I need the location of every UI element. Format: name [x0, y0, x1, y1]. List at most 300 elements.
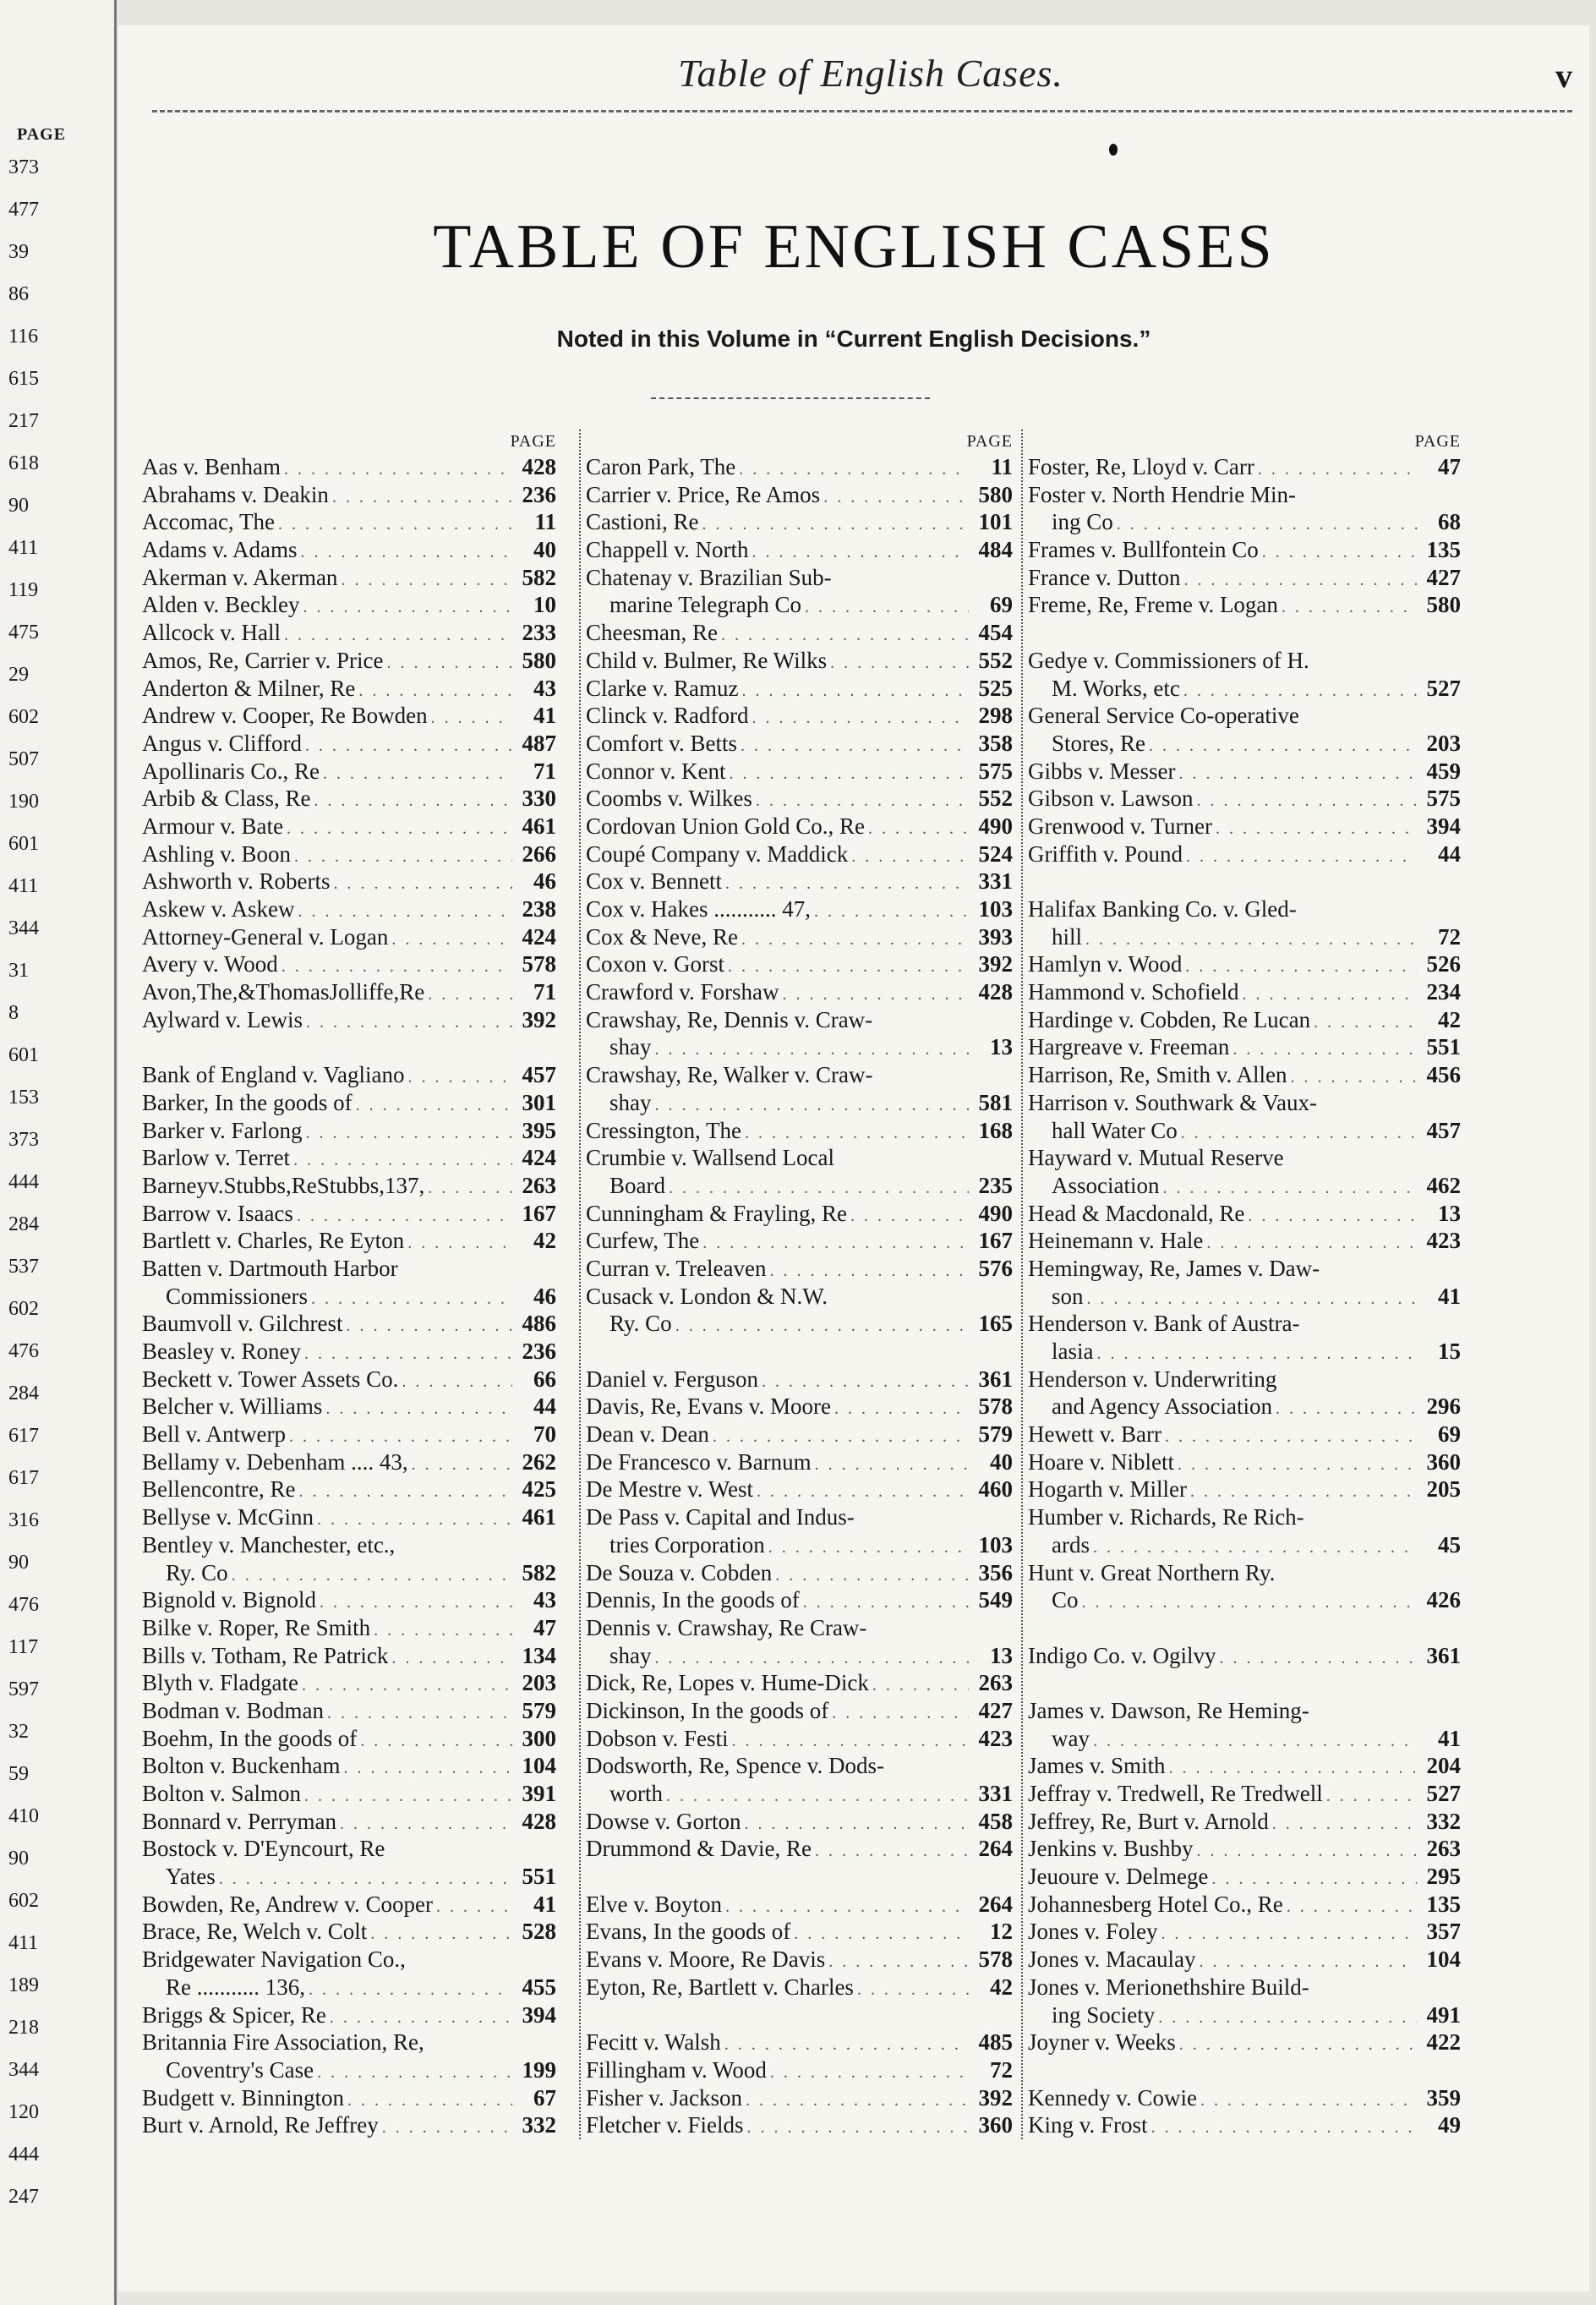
leader-dots: [232, 1562, 512, 1590]
page-reference: 295: [1426, 1864, 1461, 1890]
page-reference: 359: [1426, 2084, 1461, 2111]
page-reference: 135: [1426, 537, 1461, 563]
page-reference: 47: [533, 1614, 556, 1640]
index-entry: [586, 1421, 1013, 1448]
page-reference: 204: [1426, 1753, 1461, 1779]
leader-dots: [305, 732, 512, 760]
case-name: Crumbie v. Wallsend Local: [586, 1145, 835, 1171]
case-name: tries Corporation: [609, 1531, 765, 1558]
leader-dots: [1272, 1810, 1417, 1838]
page-reference: 424: [522, 923, 556, 950]
index-entry: [1028, 1172, 1461, 1200]
leader-dots: [832, 1700, 969, 1727]
page-reference: 391: [522, 1781, 556, 1806]
leader-dots: [815, 1451, 969, 1479]
case-name: Britannia Fire Association, Re,: [142, 2029, 424, 2056]
index-entry: [1028, 647, 1461, 675]
leader-dots: [1181, 1120, 1417, 1147]
index-entry: [1028, 1752, 1461, 1780]
page-reference: 43: [533, 675, 556, 701]
page-reference: 104: [1426, 1946, 1461, 1973]
case-name: Foster v. North Hendrie Min-: [1028, 481, 1296, 507]
leader-dots: [1169, 1755, 1417, 1782]
case-name: Coxon v. Gorst: [586, 951, 725, 977]
index-entry: [586, 1614, 1013, 1642]
index-entry: [142, 2001, 556, 2029]
case-name: Cordovan Union Gold Co., Re: [586, 813, 865, 839]
case-name: Daniel v. Ferguson: [586, 1366, 758, 1392]
page-subtitle: Noted in this Volume in “Current English Decisions.”: [556, 326, 1151, 352]
index-entry: [586, 647, 1013, 675]
margin-page-number: 444: [8, 1171, 39, 1193]
index-entry: [586, 1393, 1013, 1421]
leader-dots: [850, 1202, 969, 1230]
index-entry: [586, 1586, 1013, 1614]
leader-dots: [302, 1672, 512, 1700]
index-entry: [586, 1006, 1013, 1034]
margin-page-number: 507: [8, 748, 39, 770]
leader-dots: [744, 1810, 969, 1838]
page-reference: 69: [990, 592, 1013, 618]
case-name: Bodman v. Bodman: [142, 1697, 324, 1723]
page-reference: 101: [978, 509, 1013, 535]
page-reference: 203: [1426, 730, 1461, 756]
leader-dots: [1183, 677, 1417, 705]
index-entry: [1028, 923, 1461, 951]
case-name: Bellencontre, Re: [142, 1476, 296, 1503]
index-entry: [1028, 1780, 1461, 1808]
page-reference: 199: [522, 2056, 556, 2083]
case-name: Hammond v. Schofield: [1028, 979, 1239, 1005]
page-reference: 12: [990, 1919, 1013, 1945]
case-name: Jeuoure v. Delmege: [1028, 1864, 1209, 1890]
case-name: Comfort v. Betts: [586, 730, 737, 756]
margin-page-number: 31: [8, 960, 29, 982]
index-entry: [142, 508, 556, 536]
case-name: Jenkins v. Bushby: [1028, 1836, 1194, 1862]
leader-dots: [1211, 1865, 1417, 1893]
case-name: Association: [1052, 1172, 1160, 1198]
case-name: Foster, Re, Lloyd v. Carr: [1028, 454, 1254, 479]
case-name: King v. Frost: [1028, 2112, 1148, 2138]
page-reference: 426: [1426, 1587, 1461, 1613]
index-entry: [586, 1697, 1013, 1725]
index-entry: [142, 1310, 556, 1338]
leader-dots: [782, 981, 969, 1009]
case-name: Henderson v. Underwriting: [1028, 1366, 1277, 1392]
page-reference: 490: [978, 813, 1013, 839]
index-entry: [586, 564, 1013, 592]
leader-dots: [1314, 1009, 1417, 1037]
section-gap: [1028, 2056, 1461, 2084]
page-reference: 490: [978, 1200, 1013, 1226]
index-entry: [586, 1117, 1013, 1145]
index-entry: [142, 1559, 556, 1587]
page-reference: 40: [990, 1448, 1013, 1475]
index-entry: [586, 1725, 1013, 1753]
leader-dots: [1082, 1589, 1417, 1617]
margin-page-number: 29: [8, 664, 29, 686]
case-name: France v. Dutton: [1028, 564, 1181, 590]
index-entry: [586, 2029, 1013, 2056]
case-name: Batten v. Dartmouth Harbor: [142, 1255, 398, 1281]
page-reference: 360: [1426, 1448, 1461, 1475]
index-entry: [142, 1393, 556, 1421]
leader-dots: [374, 1617, 512, 1645]
index-entry: [142, 1835, 556, 1863]
page-reference: 578: [522, 951, 556, 977]
case-name: Fecitt v. Walsh: [586, 2029, 721, 2056]
leader-dots: [1179, 2031, 1417, 2059]
index-entry: [1028, 730, 1461, 758]
case-name: Jones v. Merionethshire Build-: [1028, 1974, 1309, 2000]
case-name: Eyton, Re, Bartlett v. Charles: [586, 1974, 854, 2000]
page-reference: 264: [978, 1891, 1013, 1917]
case-name: Stores, Re: [1052, 730, 1145, 756]
leader-dots: [330, 2004, 512, 2032]
leader-dots: [1179, 760, 1418, 788]
page-reference: 103: [978, 1531, 1013, 1558]
section-gap: [1028, 619, 1461, 647]
case-name: Freme, Re, Freme v. Logan: [1028, 592, 1278, 618]
case-name: Barneyv.Stubbs,ReStubbs,137,: [142, 1172, 425, 1198]
leader-dots: [745, 1120, 969, 1147]
page-reference: 551: [1426, 1034, 1461, 1060]
section-gap: [142, 1033, 556, 1061]
leader-dots: [412, 1451, 512, 1479]
leader-dots: [289, 1423, 512, 1451]
page-reference: 46: [533, 868, 556, 895]
case-name: Davis, Re, Evans v. Moore: [586, 1393, 831, 1420]
index-entry: [1028, 1946, 1461, 1974]
leader-dots: [1093, 1727, 1417, 1755]
index-entry: [586, 536, 1013, 564]
index-entry: [142, 813, 556, 840]
case-name: Kennedy v. Cowie: [1028, 2084, 1197, 2111]
case-name: Bentley v. Manchester, etc.,: [142, 1531, 396, 1558]
index-entry: [142, 564, 556, 592]
case-name: James v. Smith: [1028, 1753, 1166, 1779]
case-name: Carrier v. Price, Re Amos: [586, 481, 821, 507]
leader-dots: [1117, 511, 1417, 539]
page-reference: 578: [978, 1393, 1013, 1420]
page-reference: 42: [990, 1974, 1013, 2000]
leader-dots: [281, 953, 512, 981]
margin-page-number: 537: [8, 1256, 39, 1278]
leader-dots: [305, 1120, 512, 1147]
case-name: shay: [609, 1034, 652, 1060]
index-entry: [1028, 2029, 1461, 2056]
page-reference: 68: [1438, 509, 1461, 535]
index-entry: [1028, 508, 1461, 536]
page-reference: 10: [533, 592, 556, 618]
leader-dots: [724, 2031, 969, 2059]
case-name: De Mestre v. West: [586, 1476, 754, 1503]
leader-dots: [309, 1976, 512, 2004]
leader-dots: [1085, 926, 1417, 954]
index-entry: [1028, 1283, 1461, 1311]
index-entry: [1028, 1200, 1461, 1228]
section-gap: [586, 2001, 1013, 2029]
case-name: Hamlyn v. Wood: [1028, 951, 1183, 977]
index-entry: [142, 2111, 556, 2139]
index-entry: [1028, 1448, 1461, 1476]
margin-page-number: 284: [8, 1213, 39, 1235]
case-name: Evans v. Moore, Re Davis: [586, 1946, 826, 1973]
index-entry: [142, 1974, 556, 2001]
index-entry: [586, 1227, 1013, 1255]
index-entry: [586, 1172, 1013, 1200]
leader-dots: [655, 1645, 970, 1673]
case-name: Grenwood v. Turner: [1028, 813, 1212, 839]
leader-dots: [287, 815, 512, 843]
index-entry: [1028, 481, 1461, 509]
leader-dots: [857, 1976, 969, 2004]
margin-page-number: 411: [8, 1932, 39, 1954]
page-reference: 330: [522, 786, 556, 812]
page-reference: 462: [1426, 1172, 1461, 1198]
index-entry: [1028, 1393, 1461, 1421]
index-entry: [142, 675, 556, 703]
leader-dots: [1093, 1534, 1417, 1562]
case-name: Jones v. Foley: [1028, 1919, 1158, 1945]
margin-page-number: 153: [8, 1087, 39, 1109]
index-entry: [586, 923, 1013, 951]
index-entry: [586, 758, 1013, 786]
index-entry: [586, 1448, 1013, 1476]
page-reference: 527: [1426, 1781, 1461, 1806]
margin-page-number: 602: [8, 1890, 39, 1912]
index-entry: [1028, 1117, 1461, 1145]
index-entry: [586, 1503, 1013, 1531]
section-gap: [1028, 1614, 1461, 1642]
index-entry: [586, 1061, 1013, 1089]
index-entry: [1028, 1144, 1461, 1172]
index-entry: [142, 1586, 556, 1614]
index-entry: [586, 1476, 1013, 1503]
leader-dots: [1326, 1782, 1417, 1810]
case-name: Cunningham & Frayling, Re: [586, 1200, 847, 1226]
page-reference: 552: [978, 647, 1013, 673]
index-entry: [142, 2084, 556, 2112]
leader-dots: [298, 1478, 512, 1506]
case-name: Chatenay v. Brazilian Sub-: [586, 564, 832, 590]
margin-page-number: 410: [8, 1805, 39, 1827]
page-reference: 262: [522, 1448, 556, 1475]
index-entry: [1028, 1559, 1461, 1587]
margin-page-number: 39: [8, 241, 29, 263]
page-reference: 42: [1438, 1006, 1461, 1032]
page-number: v: [1555, 57, 1572, 95]
index-entry: [1028, 1061, 1461, 1089]
page-reference: 525: [978, 675, 1013, 701]
index-entry: [586, 895, 1013, 923]
index-entry: [142, 1421, 556, 1448]
index-entry: [142, 1144, 556, 1172]
case-name: Castioni, Re: [586, 509, 699, 535]
page-reference: 233: [522, 620, 556, 646]
page-reference: 580: [1426, 592, 1461, 618]
index-entry: [1028, 1033, 1461, 1061]
case-name: Child v. Bulmer, Re Wilks: [586, 647, 828, 673]
case-name: Bellamy v. Debenham .... 43,: [142, 1448, 408, 1475]
case-name: Hemingway, Re, James v. Daw-: [1028, 1255, 1320, 1281]
leader-dots: [729, 760, 969, 788]
index-entry: [1028, 591, 1461, 619]
page-reference: 360: [978, 2112, 1013, 2138]
case-name: Barlow v. Terret: [142, 1145, 291, 1171]
index-entry: [142, 1227, 556, 1255]
leader-dots: [746, 2087, 969, 2115]
case-name: marine Telegraph Co: [609, 592, 802, 618]
index-entry: [586, 619, 1013, 647]
page-reference: 104: [522, 1753, 556, 1779]
case-name: Aas v. Benham: [142, 454, 281, 479]
case-name: Hogarth v. Miller: [1028, 1476, 1187, 1503]
index-entry: [586, 1669, 1013, 1697]
case-name: Board: [609, 1172, 665, 1198]
leader-dots: [655, 1036, 970, 1064]
leader-dots: [830, 649, 969, 677]
page-reference: 576: [978, 1255, 1013, 1281]
leader-dots: [768, 1534, 969, 1562]
index-entry: [142, 1863, 556, 1891]
leader-dots: [311, 1285, 512, 1313]
leader-dots: [317, 2059, 512, 2087]
case-name: Re ........... 136,: [166, 1974, 305, 2000]
index-entry: [586, 453, 1013, 481]
leader-dots: [284, 621, 512, 649]
document-page: [118, 25, 1589, 2291]
case-name: Amos, Re, Carrier v. Price: [142, 647, 384, 673]
index-entry: [142, 619, 556, 647]
index-entry: [142, 1918, 556, 1946]
index-entry: [142, 758, 556, 786]
index-entry: [142, 868, 556, 895]
leader-dots: [431, 704, 512, 732]
leader-dots: [805, 594, 969, 621]
index-entry: [586, 1752, 1013, 1780]
page-reference: 296: [1426, 1393, 1461, 1420]
leader-dots: [770, 2059, 969, 2087]
leader-dots: [346, 1312, 512, 1340]
margin-page-number: 597: [8, 1678, 39, 1700]
case-name: Belcher v. Williams: [142, 1393, 323, 1420]
leader-dots: [320, 1589, 512, 1617]
index-entry: [1028, 1863, 1461, 1891]
margin-page-number: 284: [8, 1382, 39, 1404]
case-name: Coombs v. Wilkes: [586, 786, 752, 812]
leader-dots: [728, 953, 969, 981]
page-reference: 582: [522, 1559, 556, 1585]
case-name: Cheesman, Re: [586, 620, 718, 646]
leader-dots: [775, 1562, 969, 1590]
leader-dots: [407, 1064, 512, 1092]
leader-dots: [1186, 843, 1417, 871]
leader-dots: [752, 539, 969, 567]
index-entry: [142, 1117, 556, 1145]
index-entry: [586, 481, 1013, 509]
case-name: Bartlett v. Charles, Re Eyton: [142, 1228, 405, 1254]
leader-dots: [1200, 2087, 1417, 2115]
leader-dots: [702, 1229, 969, 1257]
page-reference: 457: [1426, 1117, 1461, 1143]
leader-dots: [741, 926, 969, 954]
leader-dots: [278, 511, 512, 539]
page-reference: 41: [533, 1891, 556, 1917]
leader-dots: [872, 1672, 969, 1700]
index-entry: [586, 1835, 1013, 1863]
case-name: Bonnard v. Perryman: [142, 1808, 336, 1834]
case-name: Johannesberg Hotel Co., Re: [1028, 1891, 1283, 1917]
page-reference: 392: [978, 951, 1013, 977]
index-entry: [586, 675, 1013, 703]
page-reference: 356: [978, 1559, 1013, 1585]
index-entry: [586, 868, 1013, 895]
leader-dots: [1178, 1451, 1417, 1479]
leader-dots: [823, 484, 969, 512]
margin-page-number: 117: [8, 1636, 39, 1658]
margin-page-number: 475: [8, 621, 39, 643]
case-name: Drummond & Davie, Re: [586, 1836, 812, 1862]
margin-page-number: 373: [8, 1129, 39, 1151]
index-entry: [586, 1780, 1013, 1808]
case-name: Bolton v. Buckenham: [142, 1753, 341, 1779]
case-name: Burt v. Arnold, Re Jeffrey: [142, 2112, 379, 2138]
page-reference: 41: [1438, 1725, 1461, 1751]
page-reference: 551: [522, 1864, 556, 1890]
page-reference: 298: [978, 703, 1013, 729]
index-entry: [586, 702, 1013, 730]
page-reference: 11: [991, 454, 1013, 479]
page-reference: 331: [978, 868, 1013, 895]
case-name: Henderson v. Bank of Austra-: [1028, 1311, 1300, 1337]
index-entry: [586, 591, 1013, 619]
index-entry: [142, 591, 556, 619]
index-entry: [142, 1503, 556, 1531]
page-reference: 392: [978, 2084, 1013, 2111]
case-name: Hunt v. Great Northern Ry.: [1028, 1559, 1276, 1585]
leader-dots: [332, 484, 512, 512]
leader-dots: [721, 621, 969, 649]
page-reference: 486: [522, 1311, 556, 1337]
index-entry: [142, 730, 556, 758]
page-reference: 168: [978, 1117, 1013, 1143]
case-name: Dennis, In the goods of: [586, 1587, 800, 1613]
case-name: Ry. Co: [166, 1559, 228, 1585]
case-name: Ashling v. Boon: [142, 840, 292, 867]
index-entry: [1028, 895, 1461, 923]
index-entry: [142, 1669, 556, 1697]
index-entry: [142, 1172, 556, 1200]
case-name: Bignold v. Bignold: [142, 1587, 317, 1613]
leader-dots: [851, 843, 969, 871]
margin-page-number: 316: [8, 1509, 39, 1531]
case-name: Coupé Company v. Maddick: [586, 840, 849, 867]
page-reference: 428: [522, 454, 556, 479]
leader-dots: [814, 898, 969, 926]
page-reference: 579: [522, 1697, 556, 1723]
index-entry: [1028, 1725, 1461, 1753]
case-name: Hardinge v. Cobden, Re Lucan: [1028, 1006, 1311, 1032]
leader-dots: [1161, 1920, 1418, 1948]
index-entry: [1028, 758, 1461, 786]
index-entry: [586, 1946, 1013, 1974]
index-entry: [1028, 1089, 1461, 1117]
margin-page-number: 477: [8, 199, 39, 221]
leader-dots: [1242, 981, 1417, 1009]
page-reference: 266: [522, 840, 556, 867]
